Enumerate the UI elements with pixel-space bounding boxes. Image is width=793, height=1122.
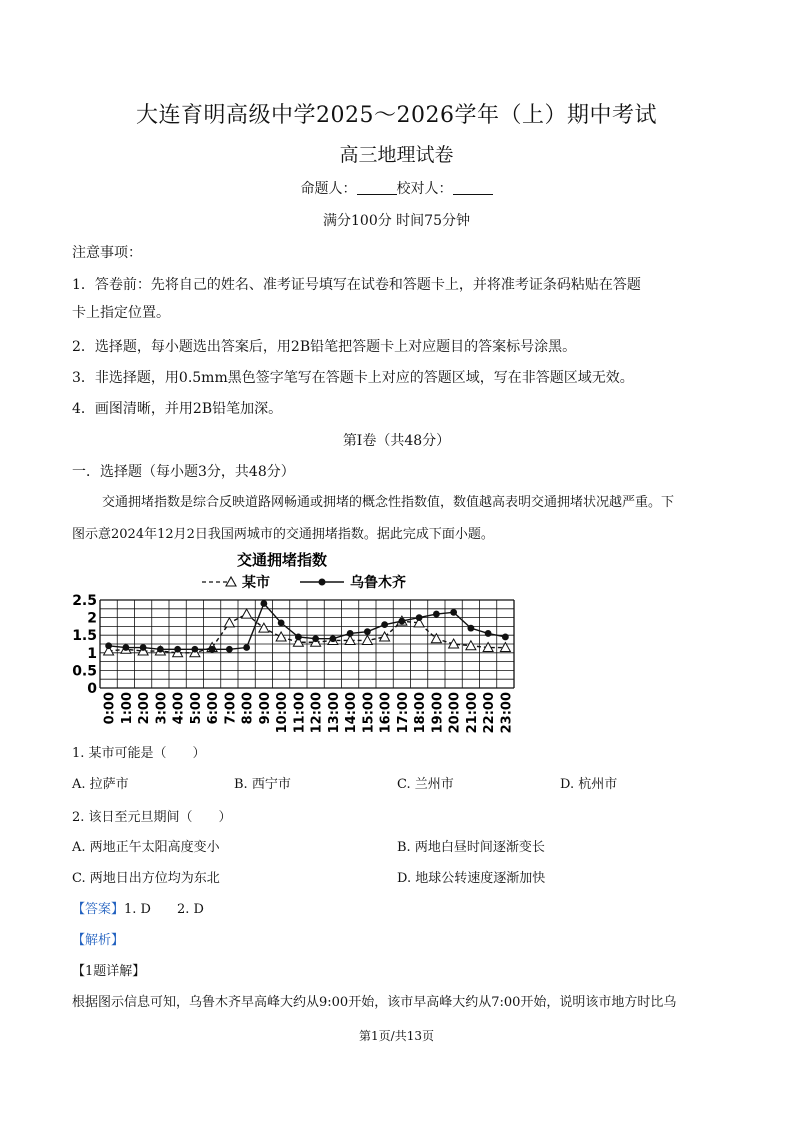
- data-point-urumqi: [140, 644, 147, 651]
- note-item: 4．画图清晰，并用2B铅笔加深。: [72, 401, 283, 417]
- x-axis-ticks: [103, 692, 515, 733]
- x-tick-label: 22:00: [482, 692, 498, 734]
- exam-title: 大连育明高级中学2025～2026学年（上）期中考试: [136, 103, 657, 128]
- author-line: [0, 178, 793, 198]
- score-time: 满分100分 时间75分钟: [323, 213, 470, 229]
- data-point-urumqi: [398, 618, 405, 625]
- x-tick-label: 2:00: [137, 692, 153, 725]
- data-point-urumqi: [347, 630, 354, 637]
- answer-line: [72, 898, 204, 917]
- data-point-moushi: [276, 632, 286, 641]
- x-tick-label: 12:00: [309, 692, 325, 734]
- analysis-detail-label: 【1题详解】: [72, 964, 146, 979]
- x-tick-label: 18:00: [413, 692, 429, 734]
- author-label: 命题人：: [300, 181, 357, 197]
- x-tick-label: 5:00: [188, 692, 204, 725]
- data-point-urumqi: [381, 621, 388, 628]
- x-tick-label: 9:00: [257, 692, 273, 725]
- legend-label-b: 乌鲁木齐: [350, 575, 406, 591]
- data-point-urumqi: [226, 646, 233, 653]
- x-tick-label: 7:00: [223, 692, 239, 725]
- question-1-option: C. 兰州市: [397, 777, 454, 792]
- x-tick-label: 23:00: [499, 692, 515, 734]
- legend-dot-marker: [319, 579, 326, 586]
- data-point-urumqi: [467, 625, 474, 632]
- question-1-option: D. 杭州市: [560, 777, 618, 792]
- y-tick-label: 0: [87, 681, 97, 697]
- question-1-stem: 1. 某市可能是（ ）: [72, 746, 206, 761]
- x-tick-label: 0:00: [102, 692, 118, 725]
- data-point-urumqi: [191, 646, 198, 653]
- x-tick-label: 15:00: [361, 692, 377, 734]
- data-point-urumqi: [295, 634, 302, 641]
- legend-triangle-marker: [226, 577, 236, 586]
- x-tick-label: 8:00: [240, 692, 256, 725]
- data-point-urumqi: [174, 646, 181, 653]
- page-footer: 第1页/共13页: [359, 1029, 434, 1043]
- note-item: 1．答卷前：先将自己的姓名、准考证号填写在试卷和答题卡上，并将准考证条码粘贴在答题: [72, 277, 641, 293]
- x-tick-label: 1:00: [119, 692, 135, 725]
- x-tick-label: 19:00: [430, 692, 446, 734]
- data-point-urumqi: [312, 635, 319, 642]
- x-tick-label: 20:00: [447, 692, 463, 734]
- question-1-option: A. 拉萨市: [72, 777, 129, 792]
- data-point-urumqi: [416, 614, 423, 621]
- note-item: 2．选择题，每小题选出答案后，用2B铅笔把答题卡上对应题目的答案标号涂黑。: [72, 339, 577, 355]
- question-2-option: C. 两地日出方位均为东北: [72, 871, 220, 886]
- x-tick-label: 6:00: [206, 692, 222, 725]
- data-point-urumqi: [209, 646, 216, 653]
- intro-text: 交通拥堵指数是综合反映道路网畅通或拥堵的概念性指数值，数值越高表明交通拥堵状况越严重。下: [102, 495, 675, 510]
- data-point-urumqi: [364, 628, 371, 635]
- volume-heading: 第Ⅰ卷（共48分）: [342, 433, 451, 449]
- x-tick-label: 3:00: [154, 692, 170, 725]
- data-point-moushi: [466, 641, 476, 650]
- data-point-urumqi: [122, 644, 129, 651]
- answer-label: 【答案】: [72, 902, 125, 917]
- traffic-chart: [72, 547, 532, 734]
- data-point-urumqi: [260, 600, 267, 607]
- data-point-moushi: [224, 618, 234, 627]
- y-tick-label: 2.5: [72, 593, 97, 609]
- checker-label: 校对人：: [396, 181, 453, 197]
- question-2-option: B. 两地白昼时间逐渐变长: [397, 840, 545, 855]
- x-tick-label: 16:00: [378, 692, 394, 734]
- intro-text: 图示意2024年12月2日我国两城市的交通拥堵指数。据此完成下面小题。: [72, 527, 494, 542]
- checker-blank: [453, 180, 493, 195]
- y-tick-label: 1.5: [72, 628, 97, 645]
- x-tick-label: 11:00: [292, 692, 308, 734]
- x-tick-label: 13:00: [326, 692, 342, 734]
- question-2-option: A. 两地正午太阳高度变小: [72, 840, 220, 855]
- question-2-option: D. 地球公转速度逐渐加快: [397, 871, 546, 886]
- section-heading: 一．选择题（每小题3分，共48分）: [72, 464, 295, 480]
- chart-title: 交通拥堵指数: [236, 551, 328, 569]
- data-point-urumqi: [502, 634, 509, 641]
- data-point-urumqi: [105, 642, 112, 649]
- data-point-urumqi: [243, 644, 250, 651]
- data-point-urumqi: [450, 609, 457, 616]
- data-point-urumqi: [433, 611, 440, 618]
- y-tick-label: 2: [87, 610, 97, 627]
- x-tick-label: 4:00: [171, 692, 187, 725]
- analysis-label: 【解析】: [72, 933, 125, 948]
- question-1-option: B. 西宁市: [234, 777, 291, 792]
- y-tick-label: 1: [87, 645, 97, 662]
- data-point-moushi: [362, 635, 372, 644]
- traffic-chart-svg: [72, 547, 532, 734]
- note-item: 3．非选择题，用0.5mm黑色签字笔写在答题卡上对应的答题区域，写在非答题区域无效。: [72, 370, 634, 386]
- analysis-text: 根据图示信息可知，乌鲁木齐早高峰大约从9:00开始，该市早高峰大约从7:00开始，说明该市地方时比乌: [72, 995, 677, 1010]
- notes-heading: 注意事项：: [72, 245, 142, 261]
- data-point-urumqi: [278, 619, 285, 626]
- x-tick-label: 21:00: [464, 692, 480, 734]
- y-tick-label: 0.5: [72, 663, 97, 680]
- note-item: 卡上指定位置。: [72, 305, 170, 321]
- author-blank: [357, 180, 397, 195]
- x-tick-label: 17:00: [395, 692, 411, 734]
- exam-subtitle: 高三地理试卷: [339, 144, 454, 166]
- x-tick-label: 10:00: [275, 692, 291, 734]
- data-point-moushi: [380, 632, 390, 641]
- y-axis-ticks: [72, 593, 97, 697]
- chart-legend: [202, 574, 406, 591]
- answer-text: 1. D 2. D: [124, 902, 204, 917]
- data-point-urumqi: [157, 646, 164, 653]
- question-2-stem: 2. 该日至元旦期间（ ）: [72, 810, 232, 825]
- x-tick-label: 14:00: [344, 692, 360, 734]
- data-point-urumqi: [329, 635, 336, 642]
- legend-label-a: 某市: [242, 575, 270, 591]
- data-point-moushi: [242, 609, 252, 618]
- data-point-urumqi: [485, 630, 492, 637]
